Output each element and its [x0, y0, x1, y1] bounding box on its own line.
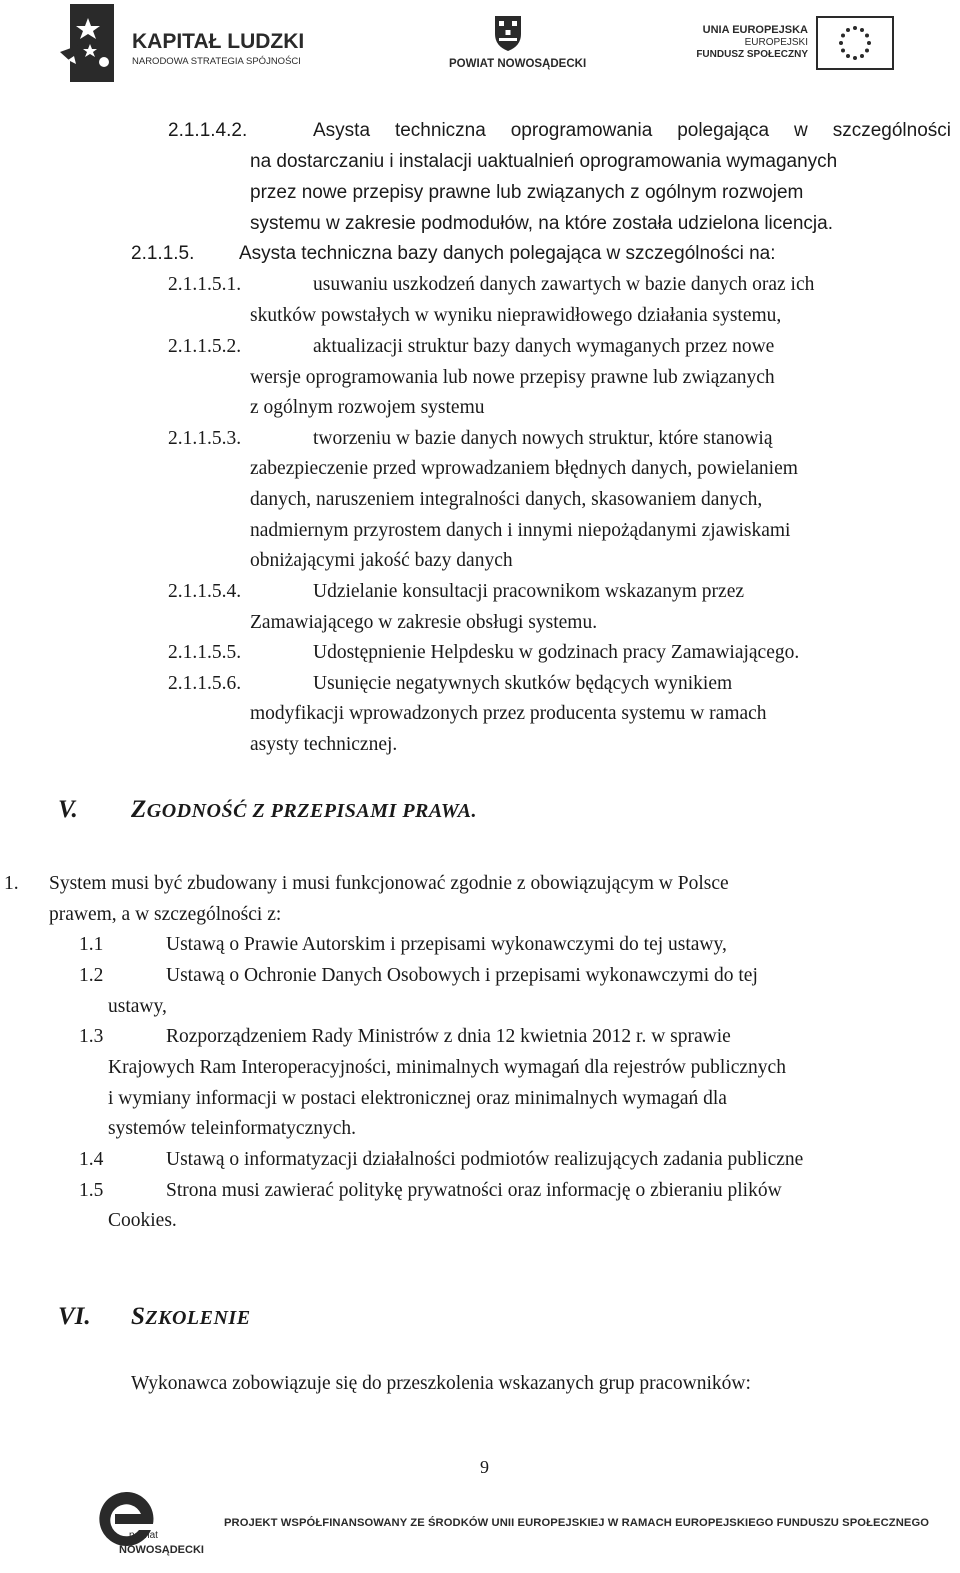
section-title: [131, 795, 477, 826]
page-number: 9: [480, 1457, 489, 1477]
paragraph-number: 1.: [4, 873, 19, 894]
footer-logo-big-text: NOWOSĄDECKI: [119, 1544, 204, 1556]
subitem-line: Ustawą o informatyzacji działalności podmiotów realizujących zadania publiczne: [166, 1149, 804, 1170]
item-text-line: aktualizacji struktur bazy danych wymaganych przez nowe: [313, 336, 775, 357]
footer: [0, 1480, 960, 1573]
eu-text-line1: UNIA EUROPEJSKA: [702, 24, 808, 36]
subitem-line: Cookies.: [108, 1210, 177, 1231]
section-number: V.: [58, 796, 78, 823]
section-title-rest: ZKOLENIE: [145, 1307, 251, 1329]
item-text-line: Asysta techniczna bazy danych polegająca w szczególności na:: [239, 243, 776, 264]
kapital-ludzki-subtitle: NARODOWA STRATEGIA SPÓJNOŚCI: [132, 56, 301, 67]
subitem-line: Ustawą o Ochronie Danych Osobowych i przepisami wykonawczymi do tej: [166, 965, 758, 986]
subitem-number: 1.3: [79, 1026, 104, 1047]
subitem-line: Krajowych Ram Interoperacyjności, minimalnych wymagań dla rejestrów publicznych: [108, 1057, 786, 1078]
subitem-number: 1.5: [79, 1180, 104, 1201]
item-number: 2.1.1.5.2.: [168, 336, 242, 357]
section-title-initial: S: [131, 1303, 146, 1330]
item-text-line: obniżającymi jakość bazy danych: [250, 550, 513, 571]
subitem-line: i wymiany informacji w postaci elektronicznej oraz minimalnych wymagań dla: [108, 1088, 727, 1109]
section-title-rest: GODNOŚĆ Z PRZEPISAMI PRAWA.: [146, 800, 478, 822]
footer-logo-small-text: powiat: [129, 1530, 158, 1541]
item-number: 2.1.1.5.5.: [168, 642, 242, 663]
item-number: 2.1.1.5.3.: [168, 428, 242, 449]
item-text-line: skutków powstałych w wyniku nieprawidłowego działania systemu,: [250, 305, 782, 326]
subitem-number: 1.4: [79, 1149, 104, 1170]
item-text-line: usuwaniu uszkodzeń danych zawartych w bazie danych oraz ich: [313, 274, 815, 295]
subitem-number: 1.1: [79, 934, 104, 955]
item-text-line: tworzeniu w bazie danych nowych struktur, które stanowią: [313, 428, 773, 449]
item-number: 2.1.1.5.: [131, 243, 195, 264]
item-number: 2.1.1.5.4.: [168, 581, 242, 602]
item-text-line: nadmiernym przyrostem danych i innymi niepożądanymi zjawiskami: [250, 520, 791, 541]
eu-text-line2: EUROPEJSKI: [744, 37, 808, 48]
item-text-line: przez nowe przepisy prawne lub związanych z ogólnym rozwojem: [250, 182, 804, 203]
item-number: 2.1.1.5.6.: [168, 673, 242, 694]
subitem-number: 1.2: [79, 965, 104, 986]
section-number: VI.: [58, 1303, 91, 1330]
eu-logo: [696, 14, 900, 72]
eu-flag-icon: [816, 16, 894, 70]
eu-text-line3: FUNDUSZ SPOŁECZNY: [696, 49, 808, 60]
subitem-line: Strona musi zawierać politykę prywatności oraz informację o zbieraniu plików: [166, 1180, 782, 1201]
subitem-line: Rozporządzeniem Rady Ministrów z dnia 12 kwietnia 2012 r. w sprawie: [166, 1026, 731, 1047]
item-text-line: modyfikacji wprowadzonych przez producenta systemu w ramach: [250, 703, 767, 724]
item-text-line: na dostarczaniu i instalacji uaktualnień oprogramowania wymaganych: [250, 151, 838, 172]
item-text-line: danych, naruszeniem integralności danych, skasowaniem danych,: [250, 489, 763, 510]
item-text-line: Usunięcie negatywnych skutków będących wynikiem: [313, 673, 733, 694]
item-text-line: wersje oprogramowania lub nowe przepisy prawne lub związanych: [250, 367, 775, 388]
item-text-line: zabezpieczenie przed wprowadzaniem błędnych danych, powielaniem: [250, 458, 798, 479]
powiat-footer-logo: [93, 1486, 203, 1570]
powiat-logo: [445, 12, 587, 74]
subitem-line: Ustawą o Prawie Autorskim i przepisami wykonawczymi do tej ustawy,: [166, 934, 727, 955]
kapital-ludzki-title: KAPITAŁ LUDZKI: [132, 30, 305, 53]
item-text-line: Zamawiającego w zakresie obsługi systemu.: [250, 612, 598, 633]
header: [0, 0, 960, 90]
item-text-line: Udostępnienie Helpdesku w godzinach pracy Zamawiającego.: [313, 642, 800, 663]
section-title: [131, 1302, 251, 1333]
paragraph-line: System musi być zbudowany i musi funkcjonować zgodnie z obowiązującym w Polsce: [49, 873, 729, 894]
kapital-ludzki-emblem-icon: [60, 4, 124, 84]
powiat-coat-of-arms-icon: [493, 14, 523, 52]
section-title-initial: Z: [131, 796, 147, 823]
item-text-line: Udzielanie konsultacji pracownikom wskazanym przez: [313, 581, 745, 602]
powiat-logo-text: POWIAT NOWOSĄDECKI: [449, 58, 587, 70]
item-text-line: Asysta techniczna oprogramowania polegająca w szczególności: [313, 120, 951, 141]
item-text-line: asysty technicznej.: [250, 734, 398, 755]
subitem-line: ustawy,: [108, 996, 167, 1017]
subitem-line: systemów teleinformatycznych.: [108, 1118, 357, 1139]
item-number: 2.1.1.4.2.: [168, 120, 248, 141]
paragraph-line: Wykonawca zobowiązuje się do przeszkolenia wskazanych grup pracowników:: [131, 1373, 751, 1394]
project-funding-text: PROJEKT WSPÓŁFINANSOWANY ZE ŚRODKÓW UNII EUROPEJSKIEJ W RAMACH EUROPEJSKIEGO FUNDUSZU SPOŁECZNEGO: [224, 1517, 930, 1529]
item-number: 2.1.1.5.1.: [168, 274, 242, 295]
item-text-line: z ogólnym rozwojem systemu: [250, 397, 485, 418]
kapital-ludzki-logo: [60, 4, 330, 84]
item-text-line: systemu w zakresie podmodułów, na które została udzielona licencja.: [250, 213, 833, 234]
paragraph-line: prawem, a w szczególności z:: [49, 904, 282, 925]
